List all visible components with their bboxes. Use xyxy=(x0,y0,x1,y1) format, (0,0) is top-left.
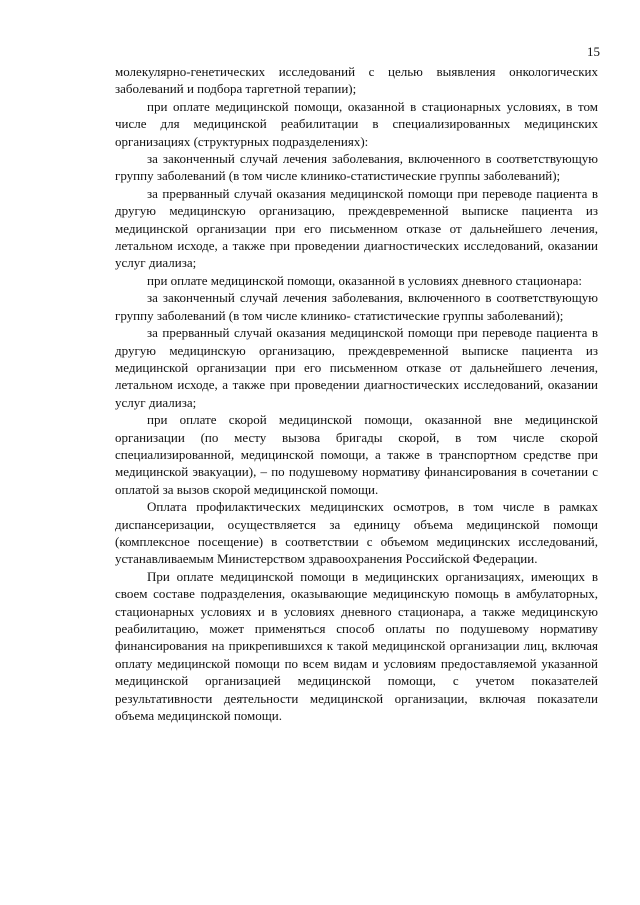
paragraph: при оплате скорой медицинской помощи, оказанной вне медицинской организации (по месту вызова бригады скорой, в том числе скорой специализированной, медицинской помощи, а также в транспортном средстве при медицинской эвакуации), – по подушевому нормативу финансирования в сочетании с оплатой за вызов скорой медицинской помощи. xyxy=(115,412,598,497)
paragraph: за законченный случай лечения заболевания, включенного в соответствующую группу заболеваний (в том числе клинико- статистические группы заболеваний); xyxy=(115,290,598,323)
document-body xyxy=(115,63,598,724)
paragraph: При оплате медицинской помощи в медицинских организациях, имеющих в своем составе подразделения, оказывающие медицинскую помощь в амбулаторных, стационарных условиях и в условиях дневного стационара, а также медицинскую реабилитацию, может применяться способ оплаты по подушевому нормативу финансирования на прикрепившихся к такой медицинской организации лиц, включая оплату медицинской помощи по всем видам и условиям предоставляемой указанной медицинской организацией медицинской помощи, с учетом показателей результативности деятельности медицинской организации, включая показатели объема медицинской помощи. xyxy=(115,568,598,724)
paragraph: при оплате медицинской помощи, оказанной в условиях дневного стационара: xyxy=(147,272,583,288)
paragraph: за законченный случай лечения заболевания, включенного в соответствующую группу заболеваний (в том числе клинико-статистические группы заболеваний); xyxy=(115,151,598,184)
paragraph: молекулярно-генетических исследований с целью выявления онкологических заболеваний и подбора таргетной терапии); xyxy=(115,64,598,97)
paragraph: за прерванный случай оказания медицинской помощи при переводе пациента в другую медицинскую организацию, преждевременной выписке пациента из медицинской организации при его письменном отказе от дальнейшего лечения, летальном исходе, а также при проведении диагностических исследований, оказании услуг диализа; xyxy=(115,325,598,410)
page-number: 15 xyxy=(587,44,600,59)
paragraph: за прерванный случай оказания медицинской помощи при переводе пациента в другую медицинскую организацию, преждевременной выписке пациента из медицинской организации при его письменном отказе от дальнейшего лечения, летальном исходе, а также при проведении диагностических исследований, оказании услуг диализа; xyxy=(115,185,598,271)
paragraph: Оплата профилактических медицинских осмотров, в том числе в рамках диспансеризации, осуществляется за единицу объема медицинской помощи (комплексное посещение) в соответствии с объемом медицинских исследований, устанавливаемым Министерством здравоохранения Российской Федерации. xyxy=(115,499,598,567)
paragraph: при оплате медицинской помощи, оказанной в стационарных условиях, в том числе для медицинской реабилитации в специализированных медицинских организациях (структурных подразделениях): xyxy=(115,98,598,149)
